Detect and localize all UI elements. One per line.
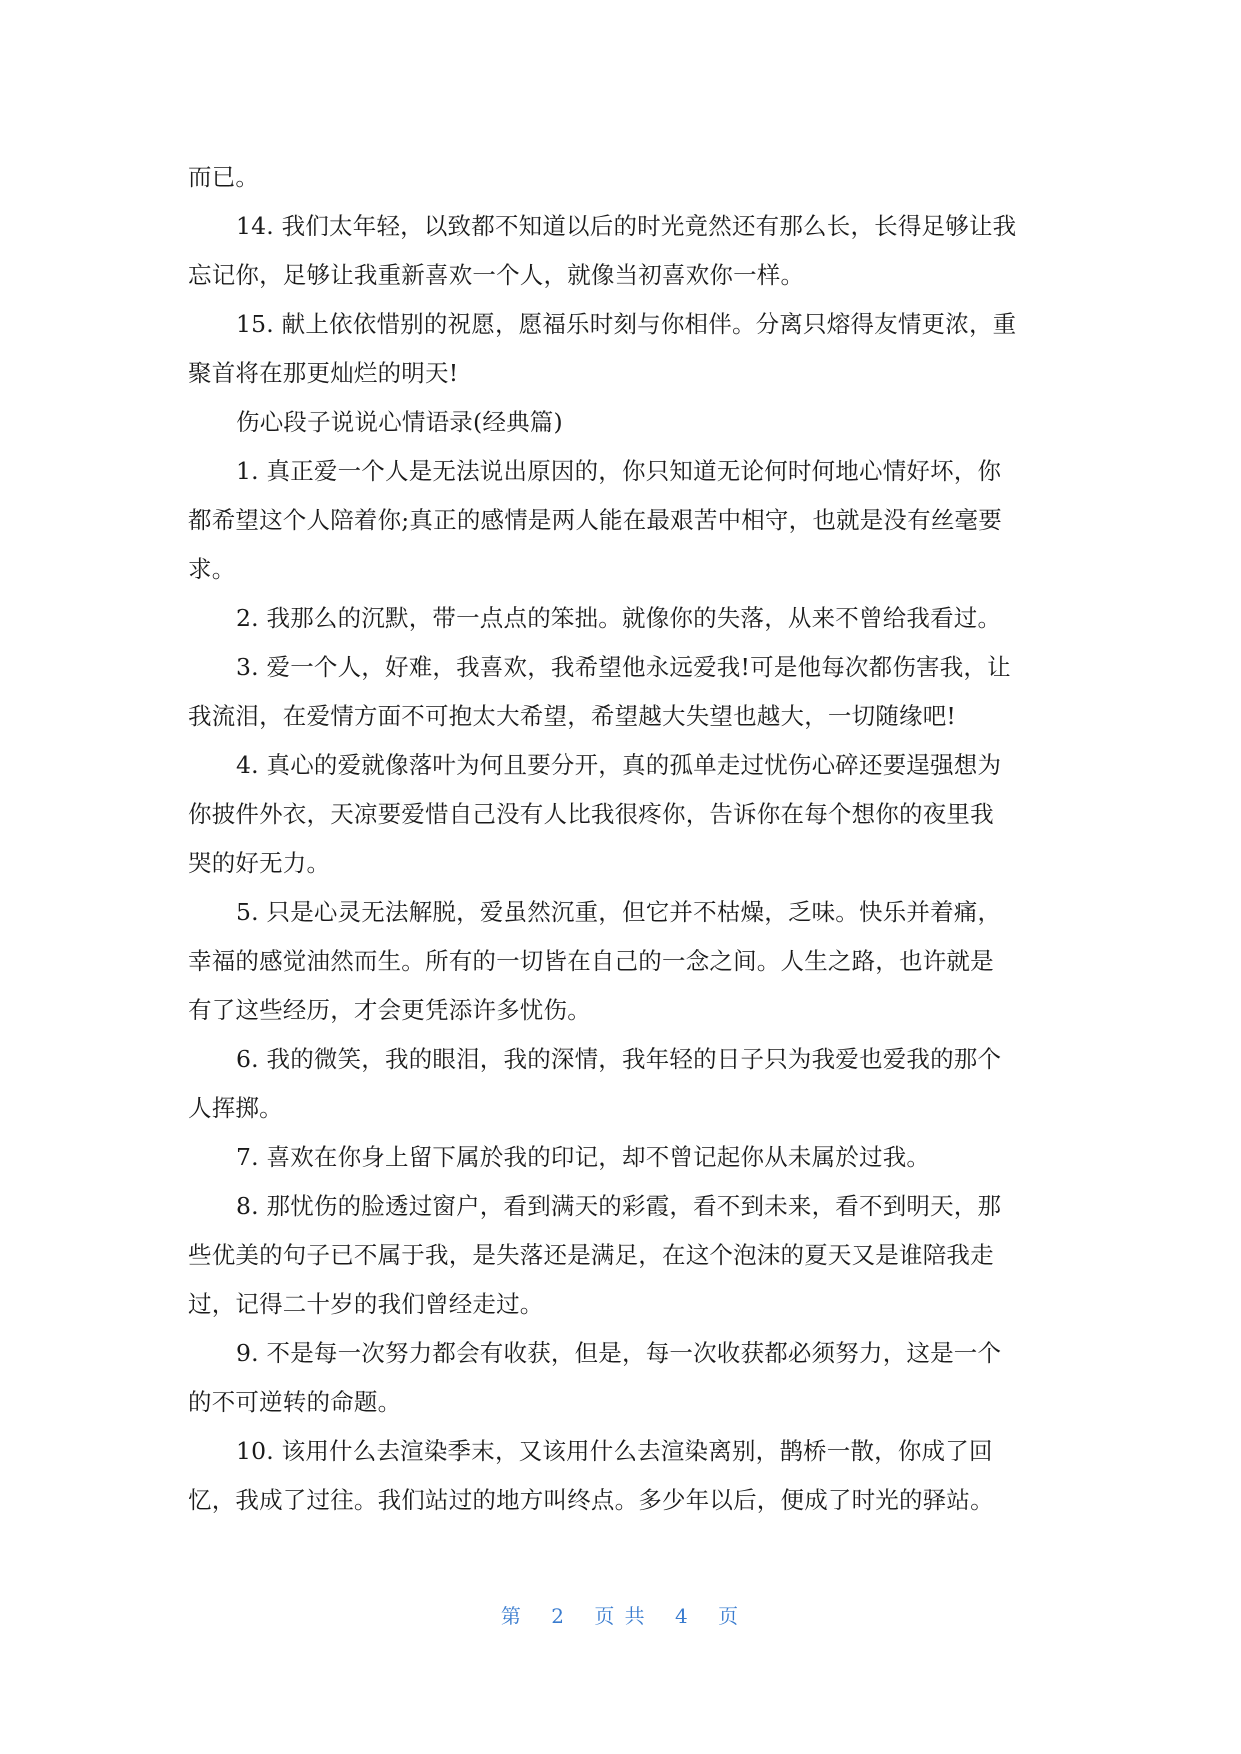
text-line: 2. 我那么的沉默，带一点点的笨拙。就像你的失落，从来不曾给我看过。 bbox=[236, 604, 1002, 632]
text-line: 3. 爱一个人，好难，我喜欢，我希望他永远爱我!可是他每次都伤害我，让 bbox=[236, 653, 1011, 681]
footer-label-page: 第 bbox=[500, 1604, 523, 1628]
text-line: 你披件外衣，天凉要爱惜自己没有人比我很疼你，告诉你在每个想你的夜里我 bbox=[188, 800, 994, 828]
text-line: 10. 该用什么去渲染季末，又该用什么去渲染离别，鹊桥一散，你成了回 bbox=[236, 1437, 993, 1465]
text-line: 15. 献上依依惜别的祝愿，愿福乐时刻与你相伴。分离只熔得友情更浓，重 bbox=[236, 310, 1017, 338]
text-line: 我流泪，在爱情方面不可抱太大希望，希望越大失望也越大，一切随缘吧! bbox=[188, 702, 957, 730]
text-line: 过，记得二十岁的我们曾经走过。 bbox=[188, 1290, 544, 1318]
text-line: 些优美的句子已不属于我，是失落还是满足，在这个泡沫的夏天又是谁陪我走 bbox=[188, 1241, 994, 1269]
text-line: 5. 只是心灵无法解脱，爱虽然沉重，但它并不枯燥，乏味。快乐并着痛， bbox=[236, 898, 1002, 926]
text-line: 忆，我成了过往。我们站过的地方叫终点。多少年以后，便成了时光的驿站。 bbox=[188, 1486, 994, 1514]
text-line: 而已。 bbox=[188, 163, 260, 191]
footer-label-end: 页 bbox=[718, 1604, 741, 1628]
footer-label-of: 页 共 bbox=[594, 1604, 647, 1628]
text-line: 忘记你，足够让我重新喜欢一个人，就像当初喜欢你一样。 bbox=[188, 261, 805, 289]
footer-total-pages: 4 bbox=[675, 1604, 690, 1628]
text-line: 有了这些经历，才会更凭添许多忧伤。 bbox=[188, 996, 591, 1024]
text-line: 14. 我们太年轻，以致都不知道以后的时光竟然还有那么长，长得足够让我 bbox=[236, 212, 1017, 240]
text-line: 8. 那忧伤的脸透过窗户，看到满天的彩霞，看不到未来，看不到明天，那 bbox=[236, 1192, 1002, 1220]
text-line: 求。 bbox=[188, 555, 236, 583]
document-body bbox=[188, 153, 1058, 1525]
text-line: 1. 真正爱一个人是无法说出原因的，你只知道无论何时何地心情好坏，你 bbox=[236, 457, 1002, 485]
text-line: 4. 真心的爱就像落叶为何且要分开，真的孤单走过忧伤心碎还要逞强想为 bbox=[236, 751, 1002, 779]
text-line: 人挥掷。 bbox=[188, 1094, 283, 1122]
text-line: 6. 我的微笑，我的眼泪，我的深情，我年轻的日子只为我爱也爱我的那个 bbox=[236, 1045, 1002, 1073]
text-line: 7. 喜欢在你身上留下属於我的印记，却不曾记起你从未属於过我。 bbox=[236, 1143, 931, 1171]
text-line: 伤心段子说说心情语录(经典篇) bbox=[236, 408, 563, 436]
text-line: 9. 不是每一次努力都会有收获，但是，每一次收获都必须努力，这是一个 bbox=[236, 1339, 1002, 1367]
text-line: 都希望这个人陪着你;真正的感情是两人能在最艰苦中相守，也就是没有丝毫要 bbox=[188, 506, 1002, 534]
text-line: 聚首将在那更灿烂的明天! bbox=[188, 359, 459, 387]
text-line: 哭的好无力。 bbox=[188, 849, 331, 877]
text-line: 幸福的感觉油然而生。所有的一切皆在自己的一念之间。人生之路，也许就是 bbox=[188, 947, 994, 975]
footer-current-page: 2 bbox=[551, 1604, 566, 1628]
page-footer bbox=[0, 1600, 1241, 1629]
text-line: 的不可逆转的命题。 bbox=[188, 1388, 402, 1416]
